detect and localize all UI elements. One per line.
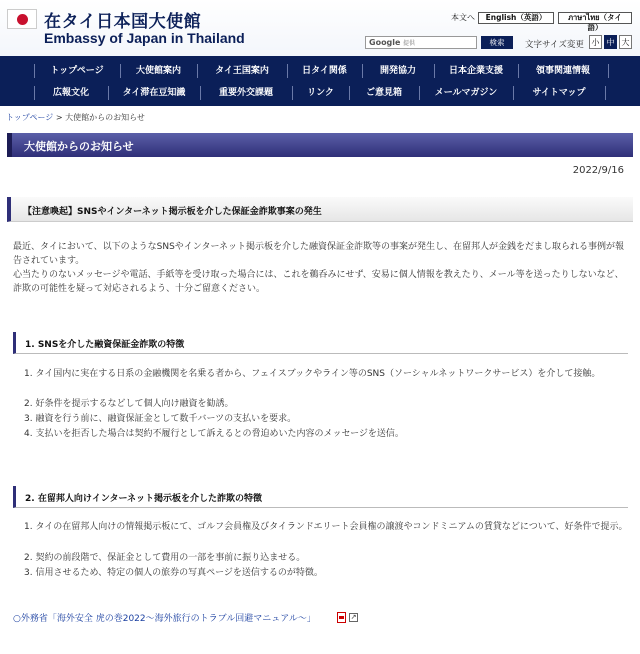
nav-item-culture[interactable]: 広報文化 <box>52 88 89 98</box>
search-button[interactable]: 検索 <box>481 36 513 49</box>
search-input[interactable] <box>365 36 477 49</box>
page-title-bar <box>7 133 633 157</box>
site-header <box>0 0 640 56</box>
site-title-en[interactable]: Embassy of Japan in Thailand <box>44 30 245 46</box>
section-1-title: 1. SNSを介した融資保証金詐欺の特徴 <box>25 340 185 350</box>
page-title: 大使館からのお知らせ <box>24 140 134 153</box>
list-item: 2. 契約の前段階で、保証金として費用の一部を事前に振り込ませる。 <box>24 553 306 563</box>
nav-item-thailand[interactable]: タイ王国案内 <box>215 66 269 76</box>
mofa-safety-manual-link[interactable]: ○外務省「海外安全 虎の巻2022～海外旅行のトラブル回避マニュアル～」 <box>13 614 316 624</box>
list-item: 3. 信用させるため、特定の個人の旅券の写真ページを送信するのが特徴。 <box>24 568 323 578</box>
font-size-large-button[interactable]: 大 <box>619 35 632 49</box>
nav-item-diplomacy[interactable]: 重要外交課題 <box>218 88 273 98</box>
english-button[interactable]: English（英語） <box>478 12 554 24</box>
thai-button[interactable]: ภาษาไทย（タイ語） <box>558 12 632 24</box>
section-1-heading <box>13 332 628 354</box>
nav-item-top[interactable]: トップページ <box>50 66 104 76</box>
article-heading <box>7 197 633 222</box>
nav-item-feedback[interactable]: ご意見箱 <box>365 88 402 98</box>
search-provider-label: 提供 <box>403 40 416 47</box>
site-title-jp[interactable]: 在タイ日本国大使館 <box>44 12 202 32</box>
article-title: 【注意喚起】SNSやインターネット掲示板を介した保証金詐欺事案の発生 <box>23 207 322 217</box>
list-item: 2. 好条件を提示するなどして個人向け融資を勧誘。 <box>24 399 234 409</box>
nav-item-mail-magazine[interactable]: メールマガジン <box>434 88 498 98</box>
breadcrumb-home-link[interactable]: トップページ <box>6 113 54 122</box>
list-item: 4. 支払いを拒否した場合は契約不履行として訴えるとの脅迫めいた内容のメッセージを送信。 <box>24 429 404 439</box>
intro-paragraph-1: 最近、タイにおいて、以下のようなSNSやインターネット掲示板を介した融資保証金詐欺等の事案が発生し、在留邦人が金銭をだまし取られる事例が報告されています。 <box>13 242 624 266</box>
nav-item-consular[interactable]: 領事関連情報 <box>535 66 590 76</box>
nav-item-development[interactable]: 開発協力 <box>379 66 416 76</box>
nav-item-relations[interactable]: 日タイ関係 <box>302 66 347 76</box>
section-2-title: 2. 在留邦人向けインターネット掲示板を介した詐欺の特徴 <box>25 494 263 504</box>
breadcrumb-current: 大使館からのお知らせ <box>65 113 145 122</box>
section-2-heading <box>13 486 628 508</box>
font-size-small-button[interactable]: 小 <box>589 35 602 49</box>
global-nav <box>0 56 640 106</box>
nav-item-business[interactable]: 日本企業支援 <box>448 66 503 76</box>
skip-to-content-link[interactable]: 本文へ <box>451 13 475 22</box>
nav-item-embassy[interactable]: 大使館案内 <box>135 66 181 76</box>
list-item: 1. タイ国内に実在する日系の金融機関を名乗る者から、フェイスブックやライン等のSNS（ソーシャルネットワークサービス）を介して接触。 <box>24 369 601 379</box>
list-item: 3. 融資を行う前に、融資保証金として数千バーツの支払いを要求。 <box>24 414 297 424</box>
breadcrumb <box>6 112 145 123</box>
breadcrumb-separator: > <box>53 113 66 122</box>
japan-flag-icon <box>7 9 37 29</box>
list-item: 1. タイの在留邦人向けの情報掲示板にて、ゴルフ会員権及びタイランドエリート会員権の譲渡やコンドミニアムの賃貸などについて、好条件で提示。 <box>24 522 628 532</box>
google-logo: Google <box>369 38 401 47</box>
intro-paragraph-2: 心当たりのないメッセージや電話、手紙等を受け取った場合には、これを鵜呑みにせず、安易に個人情報を教えたり、メール等を送ったりしないなど、詐欺の可能性を疑って対応されるよう、十分ご留意ください。 <box>13 270 624 294</box>
nav-item-living-tips[interactable]: タイ滞在豆知識 <box>122 88 186 98</box>
publish-date: 2022/9/16 <box>572 165 624 176</box>
nav-item-links[interactable]: リンク <box>307 88 334 98</box>
nav-item-sitemap[interactable]: サイトマップ <box>532 88 586 98</box>
font-size-label: 文字サイズ変更 <box>525 40 584 50</box>
font-size-medium-button[interactable]: 中 <box>604 35 617 49</box>
pdf-icon[interactable] <box>337 612 346 623</box>
external-link-icon: ↗ <box>350 613 357 621</box>
